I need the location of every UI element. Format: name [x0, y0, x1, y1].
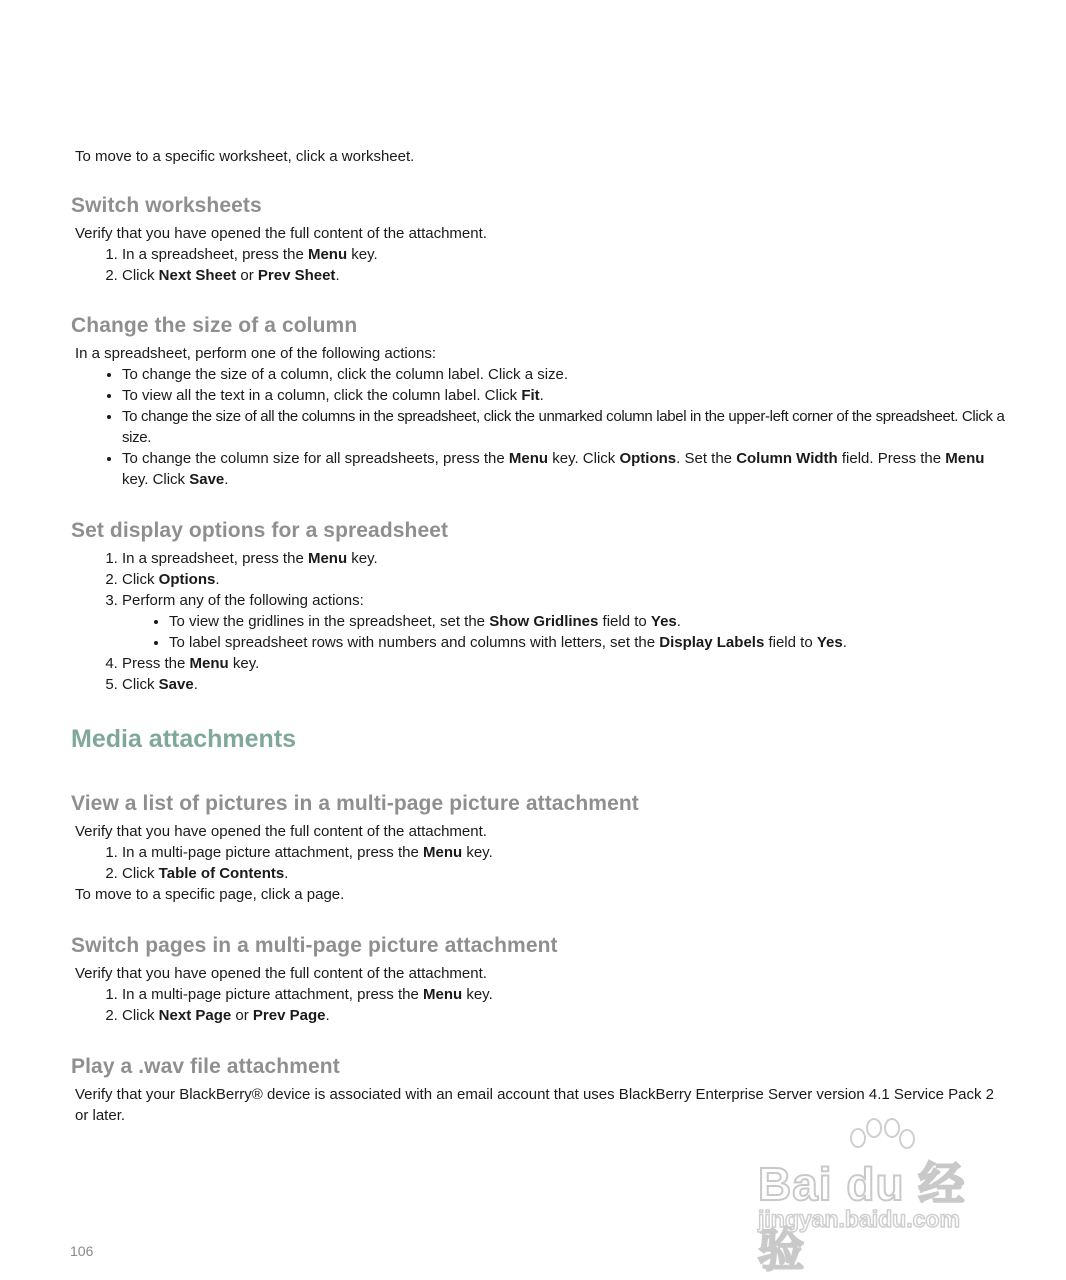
list-item: 2. Click Next Sheet or Prev Sheet.: [122, 265, 1011, 286]
list-item: 4. Press the Menu key.: [122, 653, 1011, 674]
display-options-steps: [71, 548, 1011, 695]
play-wav-prereq: Verify that your BlackBerry® device is associated with an email account that uses BlackBerry Enterprise Server version 4.1 Service Pack 2 or later.: [75, 1086, 994, 1124]
view-list-outro: To move to a specific page, click a page.: [75, 886, 345, 903]
list-item: • To change the size of a column, click the column label. Click a size.: [122, 364, 1011, 385]
baidu-watermark: [752, 1118, 1004, 1276]
view-list-section: [71, 792, 1011, 905]
list-item: 5. Click Save.: [122, 674, 1011, 695]
view-list-steps: [71, 842, 1011, 884]
list-item: 3. Perform any of the following actions: • To view the gridlines in the spreadsheet, set the Show Gridlines field to Yes. • To label spreadsheet rows with numbers and columns with letters, set the Display Labels field to Yes.: [122, 590, 1011, 653]
switch-pages-steps: [71, 984, 1011, 1026]
list-item: 1. In a spreadsheet, press the Menu key.: [122, 548, 1011, 569]
list-item: • To change the size of all the columns in the spreadsheet, click the unmarked column label in the upper-left corner of the spreadsheet. Click a size.: [122, 406, 1011, 448]
switch-pages-heading: Switch pages in a multi-page picture attachment: [71, 934, 558, 957]
switch-worksheets-section: [71, 194, 1011, 286]
view-list-prereq: Verify that you have opened the full content of the attachment.: [75, 823, 487, 840]
intro-paragraph: To move to a specific worksheet, click a worksheet.: [75, 148, 415, 165]
play-wav-heading: Play a .wav file attachment: [71, 1055, 340, 1078]
list-item: 2. Click Options.: [122, 569, 1011, 590]
list-item: 1. In a spreadsheet, press the Menu key.: [122, 244, 1011, 265]
page-number: 106: [70, 1243, 94, 1259]
media-attachments-section: [71, 725, 1011, 754]
list-item: • To change the column size for all spreadsheets, press the Menu key. Click Options. Set the Column Width field. Press the Menu key. Click Save.: [122, 448, 1011, 490]
display-options-section: [71, 519, 1011, 695]
switch-worksheets-steps: [71, 244, 1011, 286]
watermark-logo: Bai du 经验: [758, 1158, 966, 1276]
change-column-section: [71, 314, 1011, 490]
list-item: 2. Click Next Page or Prev Page.: [122, 1005, 1011, 1026]
list-item: 2. Click Table of Contents.: [122, 863, 1011, 884]
switch-worksheets-heading: Switch worksheets: [71, 194, 262, 217]
switch-pages-prereq: Verify that you have opened the full content of the attachment.: [75, 965, 487, 982]
display-options-heading: Set display options for a spreadsheet: [71, 519, 449, 542]
list-item: • To view the gridlines in the spreadsheet, set the Show Gridlines field to Yes.: [169, 611, 1011, 632]
view-list-heading: View a list of pictures in a multi-page picture attachment: [71, 792, 639, 815]
display-options-substeps: [122, 611, 1011, 653]
switch-pages-section: [71, 934, 1011, 1026]
switch-worksheets-prereq: Verify that you have opened the full content of the attachment.: [75, 225, 487, 242]
list-item: • To label spreadsheet rows with numbers and columns with letters, set the Display Labels field to Yes.: [169, 632, 1011, 653]
play-wav-section: [71, 1055, 1011, 1126]
list-item: 1. In a multi-page picture attachment, press the Menu key.: [122, 842, 1011, 863]
media-attachments-heading: Media attachments: [71, 725, 297, 753]
change-column-intro: In a spreadsheet, perform one of the following actions:: [75, 345, 437, 362]
list-item: 1. In a multi-page picture attachment, press the Menu key.: [122, 984, 1011, 1005]
list-item: • To view all the text in a column, click the column label. Click Fit.: [122, 385, 1011, 406]
watermark-url: jingyan.baidu.com: [758, 1206, 960, 1232]
change-column-bullets: [71, 364, 1011, 490]
change-column-heading: Change the size of a column: [71, 314, 358, 337]
